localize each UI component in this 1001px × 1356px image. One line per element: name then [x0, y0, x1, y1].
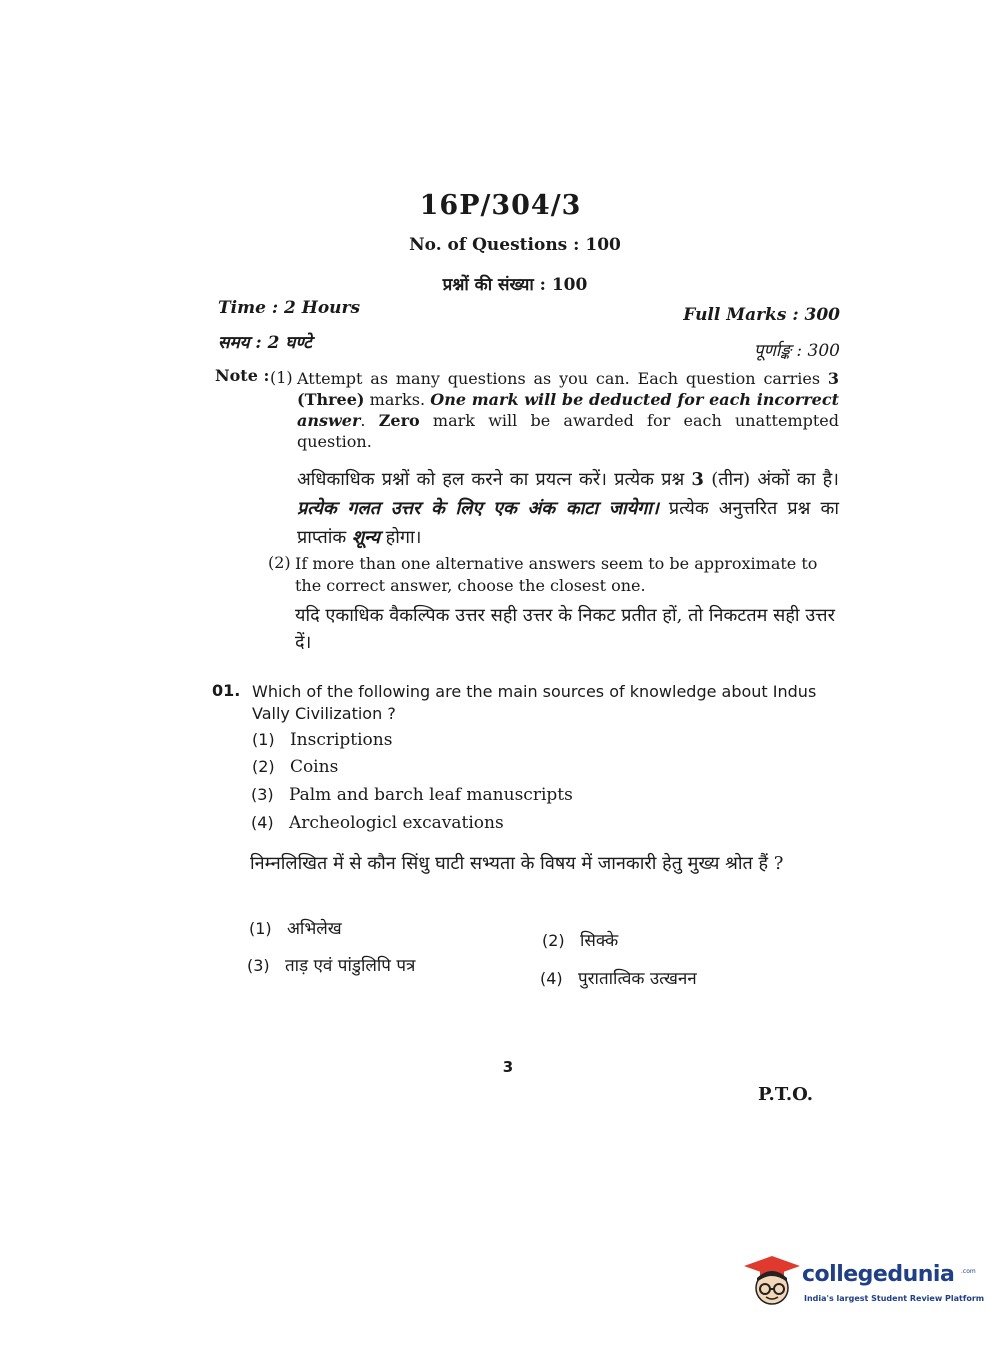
- question-text-hi: निम्नलिखित में से कौन सिंधु घाटी सभ्यता के विषय में जानकारी हेतु मुख्य श्रोत हैं ?: [250, 853, 784, 874]
- logo-domain-suffix: .com: [961, 1268, 976, 1275]
- option-en-3: (3) Palm and barch leaf manuscripts: [251, 785, 573, 805]
- full-marks-en: Full Marks : 300: [683, 305, 840, 325]
- full-marks-hi: पूर्णाङ्क : 300: [753, 341, 840, 361]
- note-item2-hi: यदि एकाधिक वैकल्पिक उत्तर सही उत्तर के निकट प्रतीत हों, तो निकटतम सही उत्तर दें।: [295, 605, 835, 653]
- option-en-2: (2) Coins: [252, 757, 339, 777]
- question-text-en: Which of the following are the main sources of knowledge about Indus Vally Civilization ?: [252, 682, 817, 723]
- option-hi-4: (4) पुरातात्विक उत्खनन: [540, 969, 697, 989]
- page-number: 3: [502, 1058, 514, 1076]
- note-item2-number: (2): [268, 553, 291, 572]
- time-hi: समय : 2 घण्टे: [218, 333, 312, 353]
- note-item1-hi: अधिकाधिक प्रश्नों को हल करने का प्रयत्न करें। प्रत्येक प्रश्न 3 (तीन) अंकों का है। प्रत्येक गलत उत्तर के लिए एक अंक काटा जायेगा। प्रत्येक अनुत्तरित प्रश्न का प्राप्तांक शून्य होगा।: [297, 469, 839, 548]
- paper-code: 16P/304/3: [419, 190, 582, 221]
- option-hi-1: (1) अभिलेख: [249, 919, 342, 939]
- option-hi-3: (3) ताड़ एवं पांडुलिपि पत्र: [247, 956, 416, 976]
- num-questions-hi: प्रश्नों की संख्या : 100: [442, 275, 588, 295]
- time-en: Time : 2 Hours: [218, 298, 361, 318]
- note-item2-en: If more than one alternative answers seem to be approximate to the correct answer, choose the closest one.: [295, 554, 818, 595]
- note-item1-number: (1): [270, 368, 293, 387]
- logo-tagline: India's largest Student Review Platform: [804, 1294, 985, 1303]
- option-hi-2: (2) सिक्के: [542, 931, 619, 951]
- option-en-4: (4) Archeologicl excavations: [251, 813, 504, 833]
- pto-label: P.T.O.: [758, 1084, 814, 1105]
- logo-brand: collegedunia: [802, 1262, 955, 1287]
- note-label: Note :: [215, 366, 270, 385]
- question-number: 01.: [212, 681, 241, 700]
- option-en-1: (1) Inscriptions: [252, 730, 393, 750]
- note-item1-en: Attempt as many questions as you can. Each question carries 3 (Three) marks. One mark will be deducted for each incorrect answer. Zero mark will be awarded for each unattempted question.: [297, 369, 840, 451]
- num-questions-en: No. of Questions : 100: [409, 235, 621, 255]
